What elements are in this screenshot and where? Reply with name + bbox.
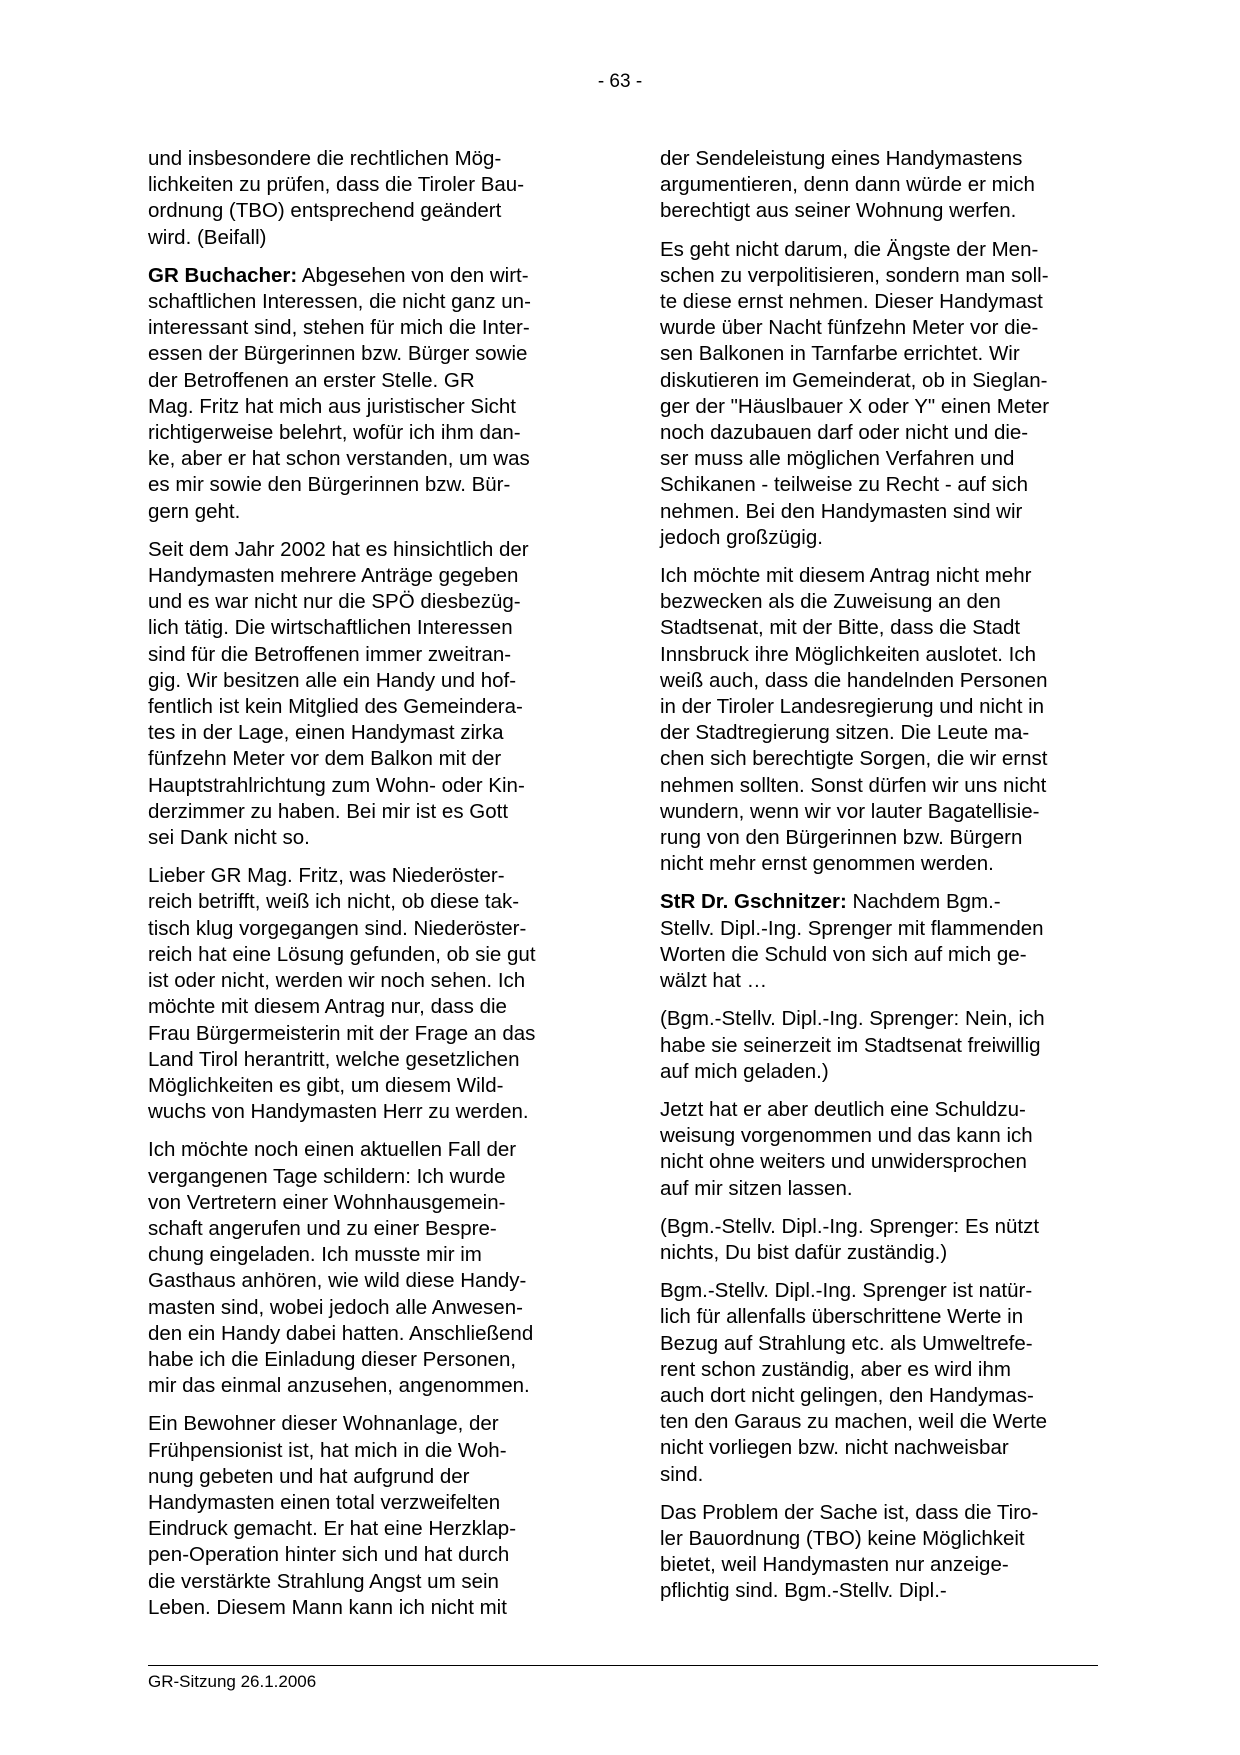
text-line: ordnung (TBO) entsprechend geändert [148,199,502,223]
text-line: wälzt hat … [660,969,768,993]
text-line: nicht mehr ernst genommen werden. [660,852,994,876]
text-line: Handymasten mehrere Anträge gegeben [148,564,519,588]
text-line: chen sich berechtigte Sorgen, die wir ernst [660,747,1048,771]
text-line: Worten die Schuld von sich auf mich ge- [660,942,1027,966]
text-line: Ein Bewohner dieser Wohnanlage, der [148,1412,499,1436]
footer-divider [148,1665,1098,1666]
right-column [660,146,1100,1617]
text-line: sei Dank nicht so. [148,826,310,850]
text-line: Handymasten einen total verzweifelten [148,1490,501,1514]
text-line: Ich möchte noch einen aktuellen Fall der [148,1138,517,1162]
text-line: Das Problem der Sache ist, dass die Tiro- [660,1500,1039,1524]
text-line: Hauptstrahlrichtung zum Wohn- oder Kin- [148,773,525,797]
text-line: richtigerweise belehrt, wofür ich ihm dan- [148,421,521,445]
footer-session-date: GR-Sitzung 26.1.2006 [148,1672,317,1691]
text-line: Seit dem Jahr 2002 hat es hinsichtlich der [148,537,529,561]
text-line: jedoch großzügig. [660,525,823,549]
text-line: gern geht. [148,499,241,523]
page-number: - 63 - [597,71,643,92]
text-line: Frau Bürgermeisterin mit der Frage an das [148,1021,536,1045]
text-line: den ein Handy dabei hatten. Anschließend [148,1321,534,1345]
text-line: die verstärkte Strahlung Angst um sein [148,1569,499,1593]
text-line: habe ich die Einladung dieser Personen, [148,1347,517,1371]
text-line: und insbesondere die rechtlichen Mög- [148,147,502,170]
text-line: und es war nicht nur die SPÖ diesbezüg- [148,590,521,614]
paragraph [660,563,1100,877]
text-line: wundern, wenn wir vor lauter Bagatellisie- [660,799,1040,823]
text-line: mir das einmal anzusehen, angenommen. [148,1374,530,1398]
text-line: der Betroffenen an erster Stelle. GR [148,368,475,392]
text-line: in der Tiroler Landesregierung und nicht in [660,695,1045,719]
text-line: wuchs von Handymasten Herr zu werden. [148,1100,529,1124]
text-line: ser muss alle möglichen Verfahren und [660,447,1015,471]
text-line: Lieber GR Mag. Fritz, was Niederöster- [148,864,505,888]
text-line: weiß auch, dass die handelnden Personen [660,668,1048,692]
text-line: Stellv. Dipl.-Ing. Sprenger mit flammenden [660,916,1044,940]
text-line: berechtigt aus seiner Wohnung werfen. [660,199,1017,223]
speaker-text: Abgesehen von den wirt- [297,263,529,287]
text-line: fünfzehn Meter vor dem Balkon mit der [148,747,502,771]
text-line: ke, aber er hat schon verstanden, um was [148,447,530,471]
paragraph [660,1500,1100,1605]
text-line: schaftlichen Interessen, die nicht ganz un- [148,290,531,314]
text-line: noch dazubauen darf oder nicht und die- [660,421,1029,445]
paragraph [148,263,588,525]
text-line: Jetzt hat er aber deutlich eine Schuldzu- [660,1097,1026,1121]
text-line: derzimmer zu haben. Bei mir ist es Gott [148,799,509,823]
text-line: nehmen sollten. Sonst dürfen wir uns nicht [660,773,1047,797]
text-line: Eindruck gemacht. Er hat eine Herzklap- [148,1517,517,1541]
text-line: Ich möchte mit diesem Antrag nicht mehr [660,564,1032,588]
text-line: rent schon zuständig, aber es wird ihm [660,1357,1011,1381]
text-line: auch dort nicht gelingen, den Handymas- [660,1383,1034,1407]
text-line: masten sind, wobei jedoch alle Anwesen- [148,1295,523,1319]
text-line: pflichtig sind. Bgm.-Stellv. Dipl.- [660,1579,947,1603]
paragraph [660,146,1100,225]
text-line: chung eingeladen. Ich musste mir im [148,1243,482,1267]
text-line: te diese ernst nehmen. Dieser Handymast [660,290,1043,314]
text-line: schaft angerufen und zu einer Bespre- [148,1216,497,1240]
text-line: lichkeiten zu prüfen, dass die Tiroler Bau- [148,173,525,197]
text-line: fentlich ist kein Mitglied des Gemeindera- [148,695,523,719]
text-line: tes in der Lage, einen Handymast zirka [148,721,504,745]
paragraph [660,1214,1100,1266]
text-line: ist oder nicht, werden wir noch sehen. Ich [148,969,526,993]
speaker-name: StR Dr. Gschnitzer: [660,890,847,914]
text-line: gig. Wir besitzen alle ein Handy und hof- [148,668,517,692]
speaker-text: Nachdem Bgm.- [846,890,1001,914]
paragraph [148,863,588,1125]
text-line: Bgm.-Stellv. Dipl.-Ing. Sprenger ist natür- [660,1279,1033,1303]
text-line: bietet, weil Handymasten nur anzeige- [660,1553,1009,1577]
text-line: Möglichkeiten es gibt, um diesem Wild- [148,1073,504,1097]
text-line: bezwecken als die Zuweisung an den [660,590,1001,614]
paragraph [660,889,1100,994]
text-line: vergangenen Tage schildern: Ich wurde [148,1164,506,1188]
text-line: ger der "Häuslbauer X oder Y" einen Meter [660,394,1050,418]
text-line: der Stadtregierung sitzen. Die Leute ma- [660,721,1030,745]
text-line: nichts, Du bist dafür zuständig.) [660,1240,948,1264]
text-line: sen Balkonen in Tarnfarbe errichtet. Wir [660,342,1020,366]
text-line: (Bgm.-Stellv. Dipl.-Ing. Sprenger: Es nützt [660,1214,1040,1238]
text-line: nicht ohne weiters und unwidersprochen [660,1150,1027,1174]
text-line: tisch klug vorgegangen sind. Niederöster- [148,916,527,940]
speaker-name: GR Buchacher: [148,263,298,287]
text-line: habe sie seinerzeit im Stadtsenat freiwillig [660,1033,1041,1057]
text-line: schen zu verpolitisieren, sondern man soll- [660,263,1049,287]
text-line: ten den Garaus zu machen, weil die Werte [660,1410,1048,1434]
text-line: reich betrifft, weiß ich nicht, ob diese tak- [148,890,520,914]
text-line: (Bgm.-Stellv. Dipl.-Ing. Sprenger: Nein, ich [660,1007,1045,1031]
text-line: Leben. Diesem Mann kann ich nicht mit [148,1595,507,1619]
text-line: essen der Bürgerinnen bzw. Bürger sowie [148,342,528,366]
text-line: Innsbruck ihre Möglichkeiten auslotet. Ich [660,642,1037,666]
text-line: ler Bauordnung (TBO) keine Möglichkeit [660,1526,1025,1550]
text-line: argumentieren, denn dann würde er mich [660,173,1035,197]
paragraph [660,237,1100,551]
text-line: auf mir sitzen lassen. [660,1176,853,1200]
text-line: auf mich geladen.) [660,1059,829,1083]
left-column [148,146,588,1633]
text-line: Bezug auf Strahlung etc. als Umweltrefe- [660,1331,1033,1355]
text-line: weisung vorgenommen und das kann ich [660,1124,1033,1148]
text-line: Schikanen - teilweise zu Recht - auf sich [660,473,1029,497]
paragraph [148,1411,588,1621]
text-line: es mir sowie den Bürgerinnen bzw. Bür- [148,473,511,497]
text-line: reich hat eine Lösung gefunden, ob sie gut [148,942,536,966]
text-line: pen-Operation hinter sich und hat durch [148,1543,510,1567]
paragraph [660,1278,1100,1488]
text-line: rung von den Bürgerinnen bzw. Bürgern [660,826,1023,850]
text-line: diskutieren im Gemeinderat, ob in Sieglan- [660,368,1048,392]
text-line: Es geht nicht darum, die Ängste der Men- [660,237,1039,261]
paragraph [660,1006,1100,1085]
text-line: Land Tirol herantritt, welche gesetzlichen [148,1047,520,1071]
text-line: Gasthaus anhören, wie wild diese Handy- [148,1269,527,1293]
text-line: Stadtsenat, mit der Bitte, dass die Stadt [660,616,1021,640]
text-line: lich tätig. Die wirtschaftlichen Interessen [148,616,513,640]
paragraph-first-line [660,889,1100,915]
text-line: sind. [660,1462,704,1486]
text-line: nicht vorliegen bzw. nicht nachweisbar [660,1436,1009,1460]
text-line: nung gebeten und hat aufgrund der [148,1464,470,1488]
paragraph-first-line [148,263,588,289]
text-line: wurde über Nacht fünfzehn Meter vor die- [660,316,1039,340]
paragraph [148,146,588,251]
text-line: von Vertretern einer Wohnhausgemein- [148,1190,506,1214]
paragraph [660,1097,1100,1202]
text-line: möchte mit diesem Antrag nur, dass die [148,995,507,1019]
text-line: der Sendeleistung eines Handymastens [660,147,1023,170]
text-line: wird. (Beifall) [148,225,267,249]
text-line: nehmen. Bei den Handymasten sind wir [660,499,1023,523]
text-line: Frühpensionist ist, hat mich in die Woh- [148,1438,507,1462]
paragraph [148,537,588,851]
text-line: lich für allenfalls überschrittene Werte in [660,1305,1024,1329]
text-line: sind für die Betroffenen immer zweitran- [148,642,512,666]
text-line: interessant sind, stehen für mich die Inter- [148,316,530,340]
text-line: Mag. Fritz hat mich aus juristischer Sicht [148,394,516,418]
paragraph [148,1137,588,1399]
